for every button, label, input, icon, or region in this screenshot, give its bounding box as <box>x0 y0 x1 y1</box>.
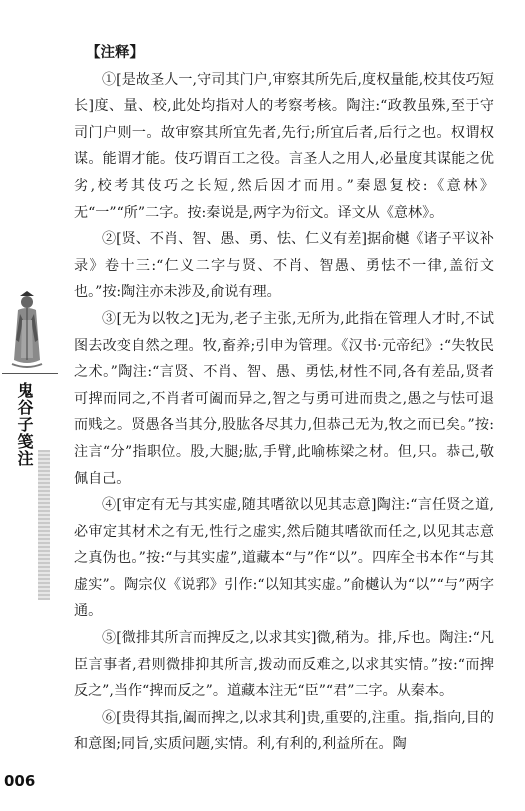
annotation-note-3: ③[无为以牧之]无为,老子主张,无所为,此指在管理人才时,不试图去改变自然之理。牧,畜养;引申为管理。《汉书·元帝纪》:“失牧民之术。”陶注:“言贤、不肖、智、愚、勇怯,材性不同,各有差品,贤者可捭而同之,不肖者可阖而异之,智之与勇可进而贵之,愚之与怯可退而贱之。贤愚各当其分,股肱各尽其力,但恭己无为,牧之而已矣。”按:注言“分”指职位。股,大腿;肱,手臂,此喻栋梁之材。但,只。恭己,敬佩自己。 <box>74 310 494 487</box>
margin-sidebar <box>0 290 62 620</box>
annotation-note-2: ②[贤、不肖、智、愚、勇、怯、仁义有差]据俞樾《诸子平议补录》卷十三:“仁义二字与贤、不肖、智愚、勇怯不一律,盖衍文也。”按:陶注亦未涉及,俞说有理。 <box>74 231 494 301</box>
sidebar-divider <box>2 373 58 374</box>
running-book-title: 鬼谷子笺注 <box>15 382 34 467</box>
page-number: 006 <box>4 772 36 790</box>
sidebar-decorative-band <box>38 450 50 600</box>
section-heading: 【注释】 <box>86 45 144 61</box>
sage-figure-illustration <box>8 290 46 370</box>
annotation-note-5: ⑤[微排其所言而捭反之,以求其实]微,稍为。排,斥也。陶注:“凡臣言事者,君则微排抑其所言,拨动而反难之,以求其实情。”按:“而捭反之”,当作“捭而反之”。道藏本注无“臣”“君”二字。从秦本。 <box>74 630 494 700</box>
annotation-text-block <box>74 40 494 758</box>
annotation-note-6: ⑥[贵得其指,阖而捭之,以求其利]贵,重要的,注重。指,指向,目的和意图;同旨,实质问题,实情。利,有利的,利益所在。陶 <box>74 709 494 753</box>
annotation-note-1: ①[是故圣人一,守司其门户,审察其所先后,度权量能,校其伎巧短长]度、量、校,此处均指对人的考察考核。陶注:“政教虽殊,至于守司门户则一。故审察其所宜先者,先行;所宜后者,后行之也。权谓权谋。能谓才能。伎巧谓百工之役。言圣人之用人,必量度其谋能之优劣,校考其伎巧之长短,然后因才而用。”秦恩复校:《意林》无“一”“所”二字。按:秦说是,两字为衍文。译文从《意林》。 <box>74 71 494 221</box>
annotation-note-4: ④[审定有无与其实虚,随其嗜欲以见其志意]陶注:“言任贤之道,必审定其材术之有无,性行之虚实,然后随其嗜欲而任之,以见其志意之真伪也。”按:“与其实虚”,道藏本“与”作“以”。四库全书本作“与其虚实”。陶宗仪《说郛》引作:“以知其实虚。”俞樾认为“以”“与”两字通。 <box>74 497 494 620</box>
